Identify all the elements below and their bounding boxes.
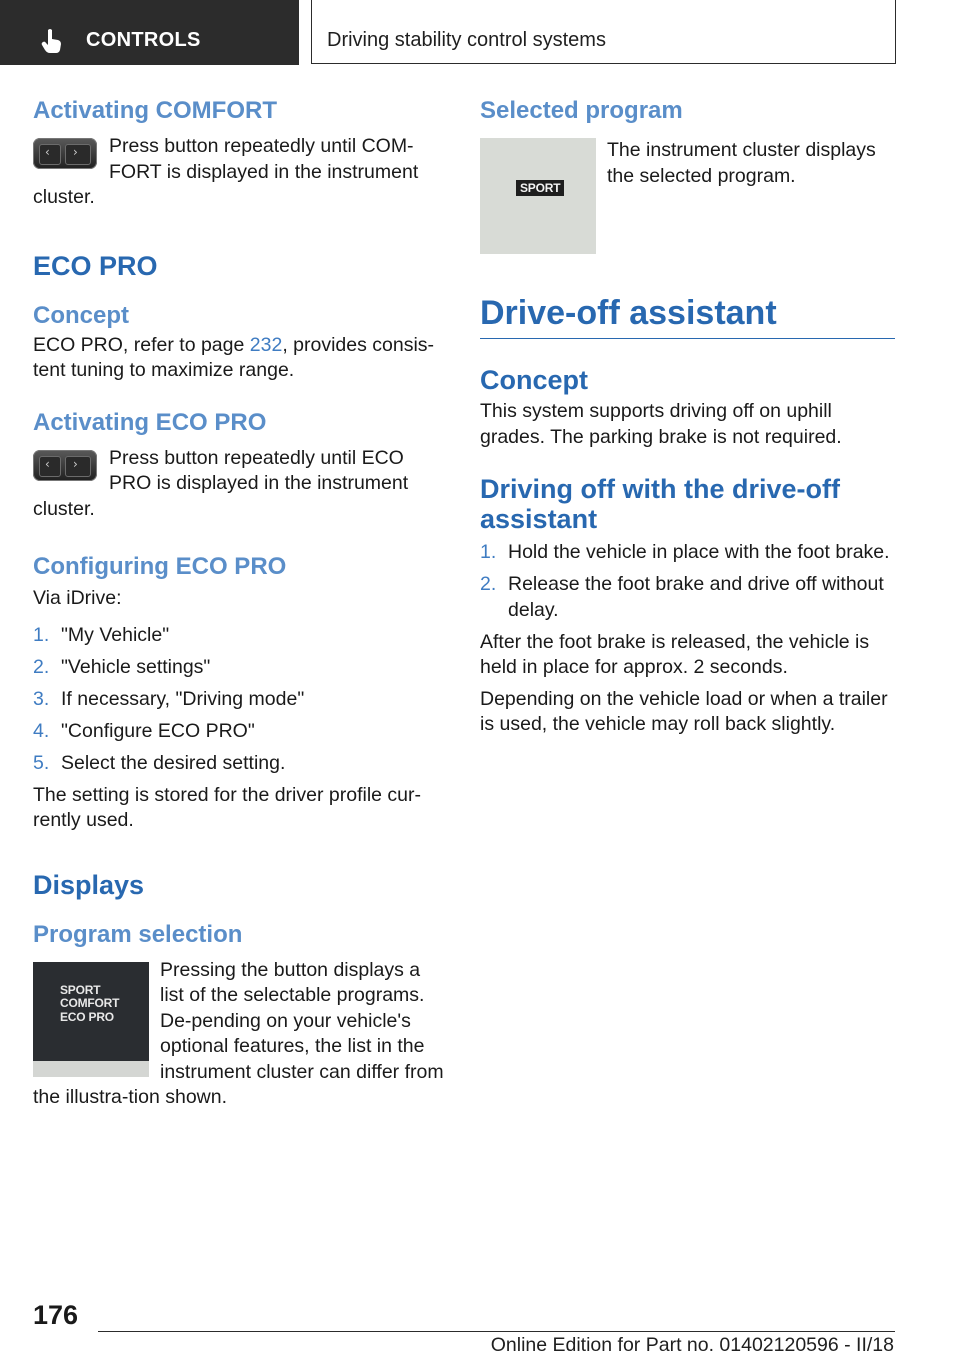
configuring-eco-pro-heading: Configuring ECO PRO <box>33 553 287 580</box>
list-item: 1. "My Vehicle" <box>33 623 170 646</box>
sport-badge: SPORT <box>516 180 564 196</box>
section-title: CONTROLS <box>86 29 201 51</box>
edition-text: Online Edition for Part no. 01402120596 - II/18 <box>490 1334 894 1356</box>
list-item: 1. Hold the vehicle in place with the foot brake. <box>480 541 890 563</box>
config-note: The setting is stored for the driver profile cur-rently used. <box>33 783 421 831</box>
chapter-title: Driving stability control systems <box>327 29 606 51</box>
chevron-left-icon: ‹ <box>45 456 50 471</box>
driving-off-heading: Driving off with the drive-off assistant <box>480 474 840 534</box>
list-item: 2. "Vehicle settings" <box>33 655 211 678</box>
config-steps <box>33 623 448 777</box>
eco-pro-concept-text: ECO PRO, refer to page 232, provides consis-tent tuning to maximize range. <box>33 333 435 381</box>
chapter-header <box>311 0 896 64</box>
pointing-hand-icon <box>40 28 64 59</box>
drive-off-note-2: Depending on the vehicle load or when a trailer is used, the vehicle may roll back slightly. <box>480 687 888 735</box>
activating-comfort-text: Press button repeatedly until COM-FORT is displayed in the instrument cluster. <box>33 135 419 208</box>
selected-program-heading: Selected program <box>480 97 683 124</box>
footer-rule <box>98 1331 895 1332</box>
left-column <box>33 96 448 1111</box>
heading-rule <box>480 338 895 339</box>
mode-button-image <box>33 138 97 169</box>
program-list-image: SPORT COMFORT ECO PRO <box>33 962 149 1077</box>
displays-heading: Displays <box>33 869 145 900</box>
chevron-left-icon: ‹ <box>45 145 50 159</box>
activating-eco-pro-heading: Activating ECO PRO <box>33 408 267 436</box>
activating-eco-pro-text: Press button repeatedly until ECO PRO is displayed in the instrument cluster. <box>33 446 409 520</box>
program-selection-heading: Program selection <box>33 920 243 948</box>
page-link[interactable]: 232 <box>249 333 283 356</box>
page-number: 176 <box>33 1300 79 1330</box>
drive-off-heading: Drive-off assistant <box>480 294 777 332</box>
section-tab <box>0 0 299 65</box>
eco-pro-heading: ECO PRO <box>33 250 158 281</box>
drive-off-steps <box>480 540 895 623</box>
list-item: 5. Select the desired setting. <box>33 751 286 774</box>
drive-off-concept-text: This system supports driving off on uphill grades. The parking brake is not required. <box>480 400 842 448</box>
drive-off-note-1: After the foot brake is released, the vehicle is held in place for approx. 2 seconds. <box>480 630 870 678</box>
list-item: 4. "Configure ECO PRO" <box>33 719 255 742</box>
chevron-right-icon: › <box>73 456 78 471</box>
drive-off-concept-heading: Concept <box>480 365 588 395</box>
eco-pro-concept-heading: Concept <box>33 301 129 329</box>
list-item: 3. If necessary, "Driving mode" <box>33 687 305 710</box>
activating-comfort-heading: Activating COMFORT <box>33 97 277 124</box>
configuring-intro: Via iDrive: <box>33 587 122 609</box>
mode-button-image <box>33 450 97 481</box>
program-selection-text: Pressing the button displays a list of the selectable programs. De-pending on your vehicle's optional features, the list in the instrument cluster can differ from the illustra-tion shown. <box>33 958 444 1108</box>
list-item: 2. Release the foot brake and drive off without delay. <box>480 573 884 621</box>
right-column <box>480 96 895 738</box>
selected-program-text: The instrument cluster displays the selected program. <box>607 139 876 187</box>
chevron-right-icon: › <box>73 145 78 159</box>
selected-program-image <box>480 138 596 254</box>
